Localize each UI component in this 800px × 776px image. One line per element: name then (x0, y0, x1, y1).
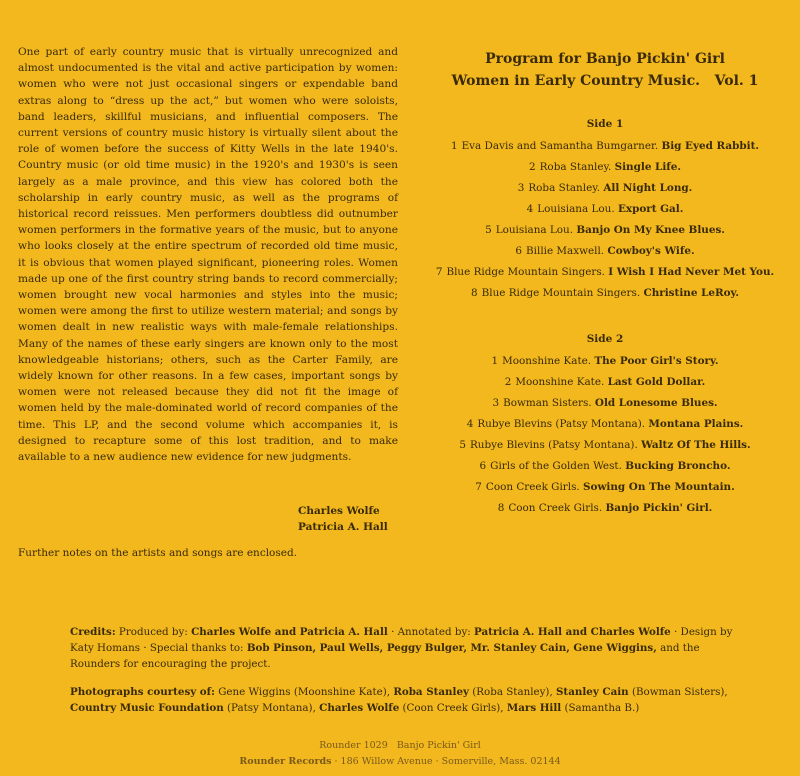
track-artist: Blue Ridge Mountain Singers. (446, 266, 605, 278)
side2-tracklist (420, 351, 790, 519)
photo-credit-name: Roba Stanley (393, 686, 469, 698)
track-number: 8 (470, 287, 478, 299)
photo-credit-name: Stanley Cain (556, 686, 629, 698)
track-item (420, 351, 790, 372)
thanks-tail: and the Rounders for encouraging the project. (70, 642, 700, 670)
photo-credit-subject: (Samantha B.) (564, 702, 640, 714)
photo-credits (70, 684, 738, 716)
photo-credit-subject: (Moonshine Kate), (293, 686, 391, 698)
track-item (420, 262, 790, 283)
signatures (298, 503, 388, 535)
track-item (420, 393, 790, 414)
track-number: 8 (497, 502, 505, 514)
photos-label: Photographs courtesy of: (70, 686, 215, 698)
track-artist: Louisiana Lou. (495, 224, 574, 236)
photo-credit-name: Charles Wolfe (319, 702, 400, 714)
track-item (420, 199, 790, 220)
design-credit: · Design by Katy Homans · Special thanks to: (70, 626, 733, 654)
track-number: 4 (466, 418, 474, 430)
track-artist: Roba Stanley. (539, 161, 612, 173)
track-item (420, 136, 790, 157)
produced-label: Produced by: (118, 626, 188, 638)
track-number: 3 (492, 397, 500, 409)
photo-credit-subject: (Patsy Montana), (227, 702, 316, 714)
track-item (420, 414, 790, 435)
track-title: Last Gold Dollar. (607, 376, 706, 388)
track-item (420, 178, 790, 199)
track-number: 7 (475, 481, 482, 493)
track-title: Single Life. (614, 161, 682, 173)
essay-text: One part of early country music that is virtually unrecognized and almost undocumented is the vital and active participation by women: women who were not just occasional singers or expendable band extras along to “dress up the act,” but women who were soloists, band leaders, skillful musicians, and influential composers. The current versions of country music history is virtually silent about the role of women before the success of Kitty Wells in the late 1940's. Country music (or old time music) in the 1920's and 1930's is seen largely as a male province, and this view has colored both the scholarship in early country music, as well as the programs of historical record reissues. Men performers doubtless did outnumber women performers in the formative years of the music, but to anyone who looks closely at the entire spectrum of recorded old time music, it is obvious that women played significant, pioneering roles. Women made up one of the first country string bands to record commercially; women brought new vocal harmonies and styles into the music; women were among the first to utilize western material; and songs by women dealt in new realistic ways with male-female relationships. Many of the names of these early singers are known only to the most knowledgeable historians; others, such as the Carter Family, are widely known for other reasons. In a few cases, important songs by women were not released because they did not fit the image of women held by the male-dominated world of record companies of the time. This LP, and the second volume which accompanies it, is designed to recapture some of this lost tradition, and to make available to a new audience new evidence for new judgments. (18, 46, 398, 464)
track-artist: Roba Stanley. (528, 182, 601, 194)
track-artist: Moonshine Kate. (502, 355, 592, 367)
track-number: 2 (528, 161, 536, 173)
track-title: Sowing On The Mountain. (583, 481, 735, 493)
track-artist: Blue Ridge Mountain Singers. (481, 287, 641, 299)
track-number: 4 (526, 203, 534, 215)
photo-credit-subject: (Roba Stanley), (472, 686, 553, 698)
track-item (420, 283, 790, 304)
label-address: · 186 Willow Avenue · Somerville, Mass. 02144 (334, 756, 561, 767)
track-artist: Rubye Blevins (Patsy Montana). (469, 439, 638, 451)
side1-heading: Side 1 (586, 118, 624, 130)
credits-label: Credits: (70, 626, 116, 638)
track-item (420, 456, 790, 477)
track-title: Bucking Broncho. (625, 460, 731, 472)
track-item (420, 372, 790, 393)
program-title-line2: Women in Early Country Music. Vol. 1 (451, 73, 759, 89)
label-address-line (0, 756, 800, 767)
track-title: Banjo On My Knee Blues. (576, 224, 725, 236)
track-item (420, 157, 790, 178)
side2-heading: Side 2 (586, 333, 624, 345)
track-number: 6 (515, 245, 523, 257)
track-number: 2 (504, 376, 512, 388)
track-number: 5 (459, 439, 466, 451)
photo-credit-name: Country Music Foundation (70, 702, 224, 714)
track-artist: Rubye Blevins (Patsy Montana). (477, 418, 646, 430)
track-title: Montana Plains. (648, 418, 744, 430)
track-artist: Bowman Sisters. (503, 397, 592, 409)
photo-credit-name: Gene Wiggins (218, 686, 291, 698)
track-title: The Poor Girl's Story. (594, 355, 719, 367)
track-title: Waltz Of The Hills. (641, 439, 751, 451)
track-artist: Louisiana Lou. (537, 203, 615, 215)
track-item (420, 498, 790, 519)
catalog-line: Rounder 1029 Banjo Pickin' Girl (319, 740, 481, 751)
notes-line: Further notes on the artists and songs are enclosed. (18, 547, 298, 559)
signature-hall: Patricia A. Hall (298, 521, 388, 533)
signature-wolfe: Charles Wolfe (298, 505, 380, 517)
thanks-names: Bob Pinson, Paul Wells, Peggy Bulger, Mr. Stanley Cain, Gene Wiggins, (246, 642, 657, 654)
track-title: Cowboy's Wife. (607, 245, 695, 257)
photo-credit-subject: (Bowman Sisters), (631, 686, 728, 698)
track-title: Export Gal. (617, 203, 684, 215)
photo-credit-subject: (Coon Creek Girls), (402, 702, 504, 714)
track-artist: Moonshine Kate. (515, 376, 605, 388)
track-artist: Coon Creek Girls. (485, 481, 580, 493)
track-artist: Eva Davis and Samantha Bumgarner. (461, 140, 659, 152)
track-title: I Wish I Had Never Met You. (608, 266, 775, 278)
track-number: 6 (479, 460, 487, 472)
track-title: Big Eyed Rabbit. (661, 140, 760, 152)
program-title (420, 48, 790, 92)
annotated-label: · Annotated by: (391, 626, 471, 638)
photo-credit-name: Mars Hill (506, 702, 562, 714)
track-title: Christine LeRoy. (643, 287, 740, 299)
credits-block (70, 624, 738, 672)
track-title: All Night Long. (603, 182, 693, 194)
program-panel (420, 48, 790, 519)
track-number: 7 (435, 266, 443, 278)
track-number: 1 (491, 355, 499, 367)
track-item (420, 435, 790, 456)
program-title-line1: Program for Banjo Pickin' Girl (485, 51, 725, 67)
track-number: 5 (485, 224, 492, 236)
track-artist: Billie Maxwell. (526, 245, 605, 257)
track-number: 1 (450, 140, 458, 152)
track-item (420, 477, 790, 498)
track-title: Banjo Pickin' Girl. (605, 502, 713, 514)
producers: Charles Wolfe and Patricia A. Hall (191, 626, 388, 638)
record-label: Rounder Records (239, 756, 332, 767)
track-number: 3 (517, 182, 525, 194)
annotators: Patricia A. Hall and Charles Wolfe (474, 626, 671, 638)
track-title: Old Lonesome Blues. (594, 397, 718, 409)
track-artist: Coon Creek Girls. (508, 502, 603, 514)
track-item (420, 241, 790, 262)
side1-tracklist (420, 136, 790, 304)
track-item (420, 220, 790, 241)
track-artist: Girls of the Golden West. (490, 460, 622, 472)
